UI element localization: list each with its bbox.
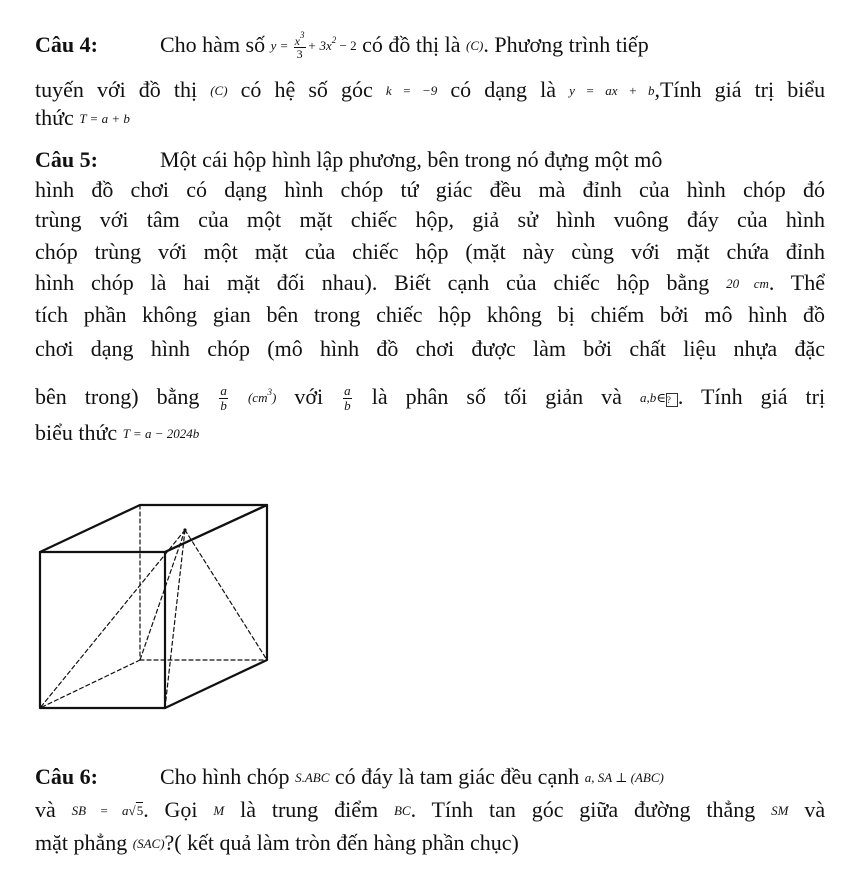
q6-line-3 — [35, 828, 825, 859]
q5-text: hình đồ chơi có dạng hình chóp tứ giác đều mà đỉnh của hình chóp đó — [35, 177, 825, 202]
q5-text: Một cái hộp hình lập phương, bên trong nó đựng một mô — [160, 147, 663, 172]
cube-top-face — [40, 505, 267, 552]
q4-text: thức — [35, 105, 74, 130]
q6-text: . Tính tan góc giữa đường thẳng — [410, 797, 756, 822]
q5-line-4 — [35, 237, 825, 267]
q5-edge-length: 20 cm — [726, 276, 769, 291]
q6-text: là trung điểm — [240, 797, 379, 822]
q6-condition: a, SA ⊥ (ABC) — [584, 770, 664, 785]
q4-line-3 — [35, 103, 825, 134]
q4-slope: k = −9 — [385, 83, 438, 98]
q5-text: là phân số tối giản và — [371, 384, 622, 409]
q5-ab-set: a,b∈? — [640, 390, 678, 405]
q6-line-2 — [35, 795, 825, 826]
q6-label: Câu 6: — [35, 764, 98, 789]
q6-text: và — [804, 797, 826, 822]
q4-text: có dạng là — [450, 77, 556, 102]
q4-function-formula: y = $\frac{x^3}{3}$ + $3x^2 - 2$ — [270, 29, 357, 61]
q4-text: có hệ số góc — [240, 77, 373, 102]
q4-expression: T = a + b — [79, 111, 130, 126]
q6-line-1 — [35, 762, 825, 793]
pyramid-apex — [183, 528, 186, 531]
q4-text: . Phương trình tiếp — [483, 32, 649, 57]
cube-pyramid-figure — [35, 500, 275, 725]
q4-graph-c: (C) — [466, 38, 484, 53]
q5-expression: T = a − 2024b — [122, 426, 200, 441]
q5-line-7 — [35, 334, 825, 364]
q4-text: tuyến với đồ thị — [35, 77, 198, 102]
q4-line-equation: y = ax + b — [569, 83, 655, 98]
q5-text: chóp trùng với một mặt của chiếc hộp (mặt này cùng với mặt chứa đỉnh — [35, 239, 825, 264]
q5-text: bên trong) bằng — [35, 384, 200, 409]
missing-glyph-icon: ? — [666, 393, 678, 407]
q4-line-1 — [35, 30, 825, 61]
q6-segment-bc: BC — [393, 803, 411, 818]
q5-label: Câu 5: — [35, 147, 98, 172]
pyramid-edge — [185, 530, 267, 660]
q5-text: . Tính giá trị — [677, 384, 826, 409]
pyramid-edge — [165, 530, 185, 708]
q5-line-9 — [35, 418, 825, 449]
q5-text: trùng với tâm của một mặt chiếc hộp, giả sử hình vuông đáy của hình — [35, 207, 825, 232]
q4-graph-c: (C) — [210, 83, 228, 98]
q4-label: Câu 4: — [35, 32, 98, 57]
q5-text: hình chóp là hai mặt đối nhau). Biết cạnh của chiếc hộp bằng — [35, 270, 710, 295]
q4-text: Cho hàm số — [160, 32, 266, 57]
q5-fraction-a-over-b: $\frac{a}{b}$ — [220, 383, 227, 414]
q5-text: với — [294, 384, 324, 409]
q6-text: . Gọi — [143, 797, 198, 822]
q5-line-1 — [35, 145, 825, 175]
q5-text: . Thể — [768, 270, 826, 295]
q6-text: có đáy là tam giác đều cạnh — [334, 764, 580, 789]
q5-line-2 — [35, 175, 825, 205]
q5-line-3 — [35, 205, 825, 235]
q5-text: chơi dạng hình chóp (mô hình đồ chơi được làm bởi chất liệu nhựa đặc — [35, 336, 825, 361]
q4-text: ,Tính giá trị biểu — [654, 77, 826, 102]
pyramid-edge — [40, 530, 185, 708]
q5-text: biểu thức — [35, 420, 118, 445]
q5-unit: $(cm^3)$ — [247, 387, 277, 405]
q6-text: ?( kết quả làm tròn đến hàng phần chục) — [164, 830, 519, 855]
q5-line-5 — [35, 268, 825, 299]
q4-text: có đồ thị là — [362, 32, 461, 57]
q6-point-m: M — [213, 803, 225, 818]
q6-text: và — [35, 797, 56, 822]
q6-text: mặt phẳng — [35, 830, 128, 855]
cube-hidden-edge — [40, 660, 140, 708]
q6-text: Cho hình chóp — [160, 764, 290, 789]
q6-sb-length: SB = a√5 — [71, 803, 144, 818]
q5-line-6 — [35, 300, 825, 330]
q5-text: tích phần không gian bên trong chiếc hộp không bị chiếm bởi mô hình đồ — [35, 302, 825, 327]
q5-line-8 — [35, 382, 825, 413]
q6-pyramid-name: S.ABC — [295, 770, 330, 785]
q6-line-sm: SM — [771, 803, 789, 818]
q5-fraction-a-over-b: $\frac{a}{b}$ — [344, 383, 351, 414]
q4-line-2 — [35, 75, 825, 106]
q6-plane-sac: (SAC) — [132, 836, 165, 851]
